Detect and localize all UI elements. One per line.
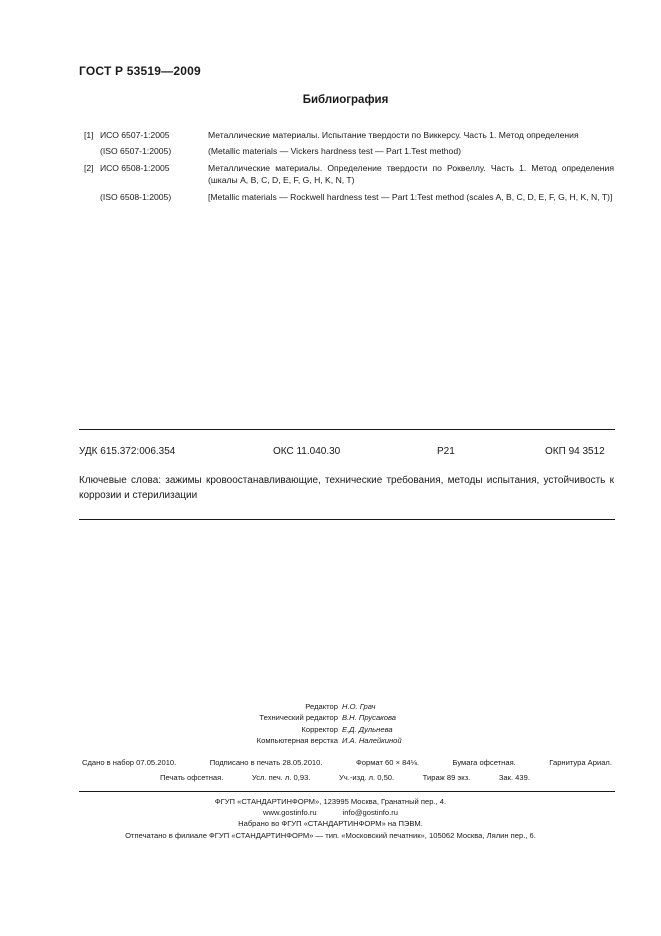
staff-name: В.Н. Прусакова [342, 713, 396, 723]
entry-title: (Metallic materials — Vickers hardness test — Part 1.Test method) [208, 146, 461, 157]
staff-name: И.А. Налейкиной [342, 735, 402, 745]
okp-code: ОКП 94 3512 [545, 446, 605, 457]
staff-role: Корректор [301, 724, 338, 734]
publisher-address: ФГУП «СТАНДАРТИНФОРМ», 123995 Москва, Гранатный пер., 4. [214, 797, 447, 806]
bibliography-entry [84, 162, 614, 187]
entry-title: [Metallic materials — Rockwell hardness test — Part 1:Test method (scales A, B, C, D, E, F, G, H, K, N, T)] [208, 191, 613, 202]
bibliography-entry [84, 145, 614, 157]
sign-date: Подписано в печать 28.05.2010. [209, 758, 323, 767]
staff-row [0, 724, 661, 735]
oks-code: ОКС 11.040.30 [273, 446, 341, 457]
classification-codes [79, 446, 613, 457]
staff-role: Технический редактор [259, 713, 338, 723]
staff-row [0, 735, 661, 746]
staff-row [0, 701, 661, 712]
entry-number: [2] [84, 162, 94, 173]
group-code: Р21 [437, 446, 455, 457]
staff-name: Е.Д. Дульнева [342, 724, 393, 734]
bibliography-title: Библиография [302, 94, 389, 106]
print-run: Тираж 89 экз. [422, 773, 471, 782]
entry-reference: ИСО 6508-1:2005 [100, 162, 170, 173]
paper: Бумага офсетная. [452, 758, 516, 767]
staff-role: Редактор [305, 702, 338, 711]
order-number: Зак. 439. [498, 773, 530, 782]
print-sheets: Усл. печ. л. 0,93. [251, 773, 311, 782]
print-info-line-2 [160, 773, 530, 782]
staff-role: Компьютерная верстка [256, 735, 338, 745]
typeface: Гарнитура Ариал. [549, 758, 612, 767]
entry-title: Металлические материалы. Испытание твердости по Виккерсу. Часть 1. Метод определения [208, 130, 579, 140]
entry-reference: (ISO 6507-1:2005) [100, 146, 172, 157]
udk-code: УДК 615.372:006.354 [79, 446, 176, 457]
bibliography-list [84, 129, 614, 207]
entry-reference: (ISO 6508-1:2005) [100, 191, 172, 202]
bibliography-entry [84, 129, 614, 141]
divider [79, 429, 615, 430]
typeset-info: Набрано во ФГУП «СТАНДАРТИНФОРМ» на ПЭВМ. [238, 819, 423, 829]
document-code: ГОСТ Р 53519—2009 [79, 64, 201, 78]
publisher-info [0, 796, 661, 841]
staff-name: Н.О. Грач [342, 702, 376, 711]
format: Формат 60 × 84⅛. [355, 758, 420, 767]
keywords: Ключевые слова: зажимы кровоостанавливающие, технические требования, методы испытания, устойчивость к коррозии и стерилизации [79, 475, 614, 501]
staff-row [0, 712, 661, 723]
publication-sheets: Уч.-изд. л. 0,50. [338, 773, 395, 782]
set-date: Сдано в набор 07.05.2010. [82, 758, 177, 767]
divider [79, 791, 615, 792]
publisher-email: info@gostinfo.ru [342, 808, 399, 818]
bibliography-entry [84, 191, 614, 203]
printer-info: Отпечатано в филиале ФГУП «СТАНДАРТИНФОРМ» — тип. «Московский печатник», 105062 Москва, Лялин пер., 6. [125, 830, 536, 840]
print-info-line-1 [82, 758, 612, 767]
entry-reference: ИСО 6507-1:2005 [100, 130, 170, 140]
divider [79, 519, 615, 520]
editorial-staff [0, 701, 661, 746]
entry-number: [1] [84, 130, 94, 140]
entry-title: Металлические материалы. Определение твердости по Роквеллу. Часть 1. Метод определения (шкалы A, B, C, D, E, F, G, H, K, N, T) [208, 162, 614, 186]
print-type: Печать офсетная. [160, 773, 224, 782]
publisher-website: www.gostinfo.ru [262, 808, 317, 818]
